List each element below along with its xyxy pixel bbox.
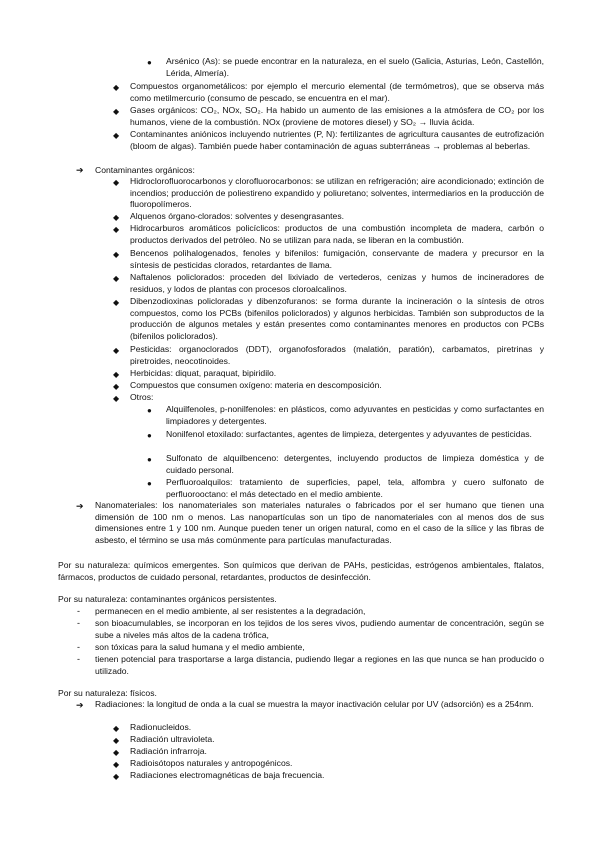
- bullet-diamond: ◆: [113, 225, 120, 234]
- dash-marker: -: [77, 642, 80, 652]
- bullet-diamond: ◆: [113, 370, 120, 379]
- org-item: Herbicidas: diquat, paraquat, bipiridilo.: [130, 368, 277, 378]
- fisicos-item: Radiación ultravioleta.: [130, 734, 215, 744]
- bullet-diamond: ◆: [113, 724, 120, 733]
- bullet-diamond: ◆: [113, 178, 120, 187]
- org-item: Otros:: [130, 392, 154, 402]
- dash-marker: -: [77, 654, 80, 664]
- bullet-diamond: ◆: [113, 748, 120, 757]
- arrow-icon: ➔: [76, 501, 84, 511]
- bullet-dot: ●: [147, 455, 152, 464]
- bullet-dot: ●: [147, 58, 152, 67]
- org-item: Pesticidas: organoclorados (DDT), organofosforados (malatión, paratión), carbamatos, piretrinas y piretroides, neocotinoides.: [130, 344, 544, 366]
- fisicos-item: Radioisótopos naturales y antropogénicos.: [130, 758, 293, 768]
- anionicos-text: Contaminantes aniónicos incluyendo nutrientes (P, N): fertilizantes de agricultura causantes de eutrofización (bloom de algas). También puede haber contaminación de aguas subterráneas → problemas al beberlas.: [130, 129, 544, 151]
- bullet-dot: ●: [147, 479, 152, 488]
- bullet-diamond: ◆: [113, 83, 120, 92]
- otros-item: Nonilfenol etoxilado: surfactantes, agentes de limpieza, detergentes y adyuvantes de pesticidas.: [166, 429, 532, 439]
- bullet-diamond: ◆: [113, 250, 120, 259]
- arrow-icon: ➔: [76, 700, 84, 710]
- emergentes-paragraph: Por su naturaleza: químicos emergentes. Son químicos que derivan de PAHs, pesticidas, estrógenos ambientales, ftalatos, fármacos, productos de cuidado personal, retardantes, productos de desinfección.: [58, 560, 544, 582]
- gases-organicos-text: Gases orgánicos: CO₂, NOx, SO₂. Ha habido un aumento de las emisiones a la atmósfera de CO₂ por los humanos, viene de la combustión. NOx (proviene de motores diesel) y SO₂ → lluvia ácida.: [130, 105, 544, 127]
- org-item: Hidroclorofluorocarbonos y clorofluorocarbonos: se utilizan en refrigeración; aire acondicionado; extinción de incendios; producción de poliestireno expandido y poliuretano; solventes, intermediarios en la producción de fluoropolímeros.: [130, 176, 544, 210]
- bullet-diamond: ◆: [113, 213, 120, 222]
- bullet-diamond: ◆: [113, 394, 120, 403]
- radiaciones-text: Radiaciones: la longitud de onda a la cual se muestra la mayor inactivación celular por UV (adsorción) es a 254nm.: [95, 699, 534, 709]
- organicos-title: Contaminantes orgánicos:: [95, 165, 195, 175]
- persistentes-item: tienen potencial para trasportarse a larga distancia, pudiendo llegar a regiones en las que nunca se han producido o utilizado.: [95, 654, 544, 676]
- otros-item: Sulfonato de alquilbenceno: detergentes, incluyendo productos de limpieza doméstica y de cuidado personal.: [166, 453, 544, 475]
- bullet-dot: ●: [147, 431, 152, 440]
- otros-item: Perfluoroalquilos: tratamiento de superficies, papel, tela, alfombra y cuero sulfonato de perfluorooctano: el más detectado en el medio ambiente.: [166, 477, 544, 499]
- org-item: Dibenzodioxinas policloradas y dibenzofuranos: se forma durante la incineración o la síntesis de otros compuestos, como los PCBs (bifenilos policlorados) y algunos herbicidas. También son subproductos de la producción de algunos metales y están presentes como contaminantes menores en productos con PCBs (bifenilos policlorados).: [130, 296, 544, 341]
- fisicos-item: Radionucleidos.: [130, 722, 192, 732]
- bullet-dot: ●: [147, 406, 152, 415]
- dash-marker: -: [77, 606, 80, 616]
- org-item: Hidrocarburos aromáticos policíclicos: productos de una combustión incompleta de madera, carbón o productos derivados del petróleo. No se utilizan para nada, se liberan en la combustión.: [130, 223, 544, 245]
- bullet-diamond: ◆: [113, 382, 120, 391]
- fisicos-item: Radiaciones electromagnéticas de baja frecuencia.: [130, 770, 325, 780]
- bullet-diamond: ◆: [113, 736, 120, 745]
- fisicos-item: Radiación infrarroja.: [130, 746, 207, 756]
- fisicos-title: Por su naturaleza: físicos.: [58, 688, 157, 698]
- bullet-diamond: ◆: [113, 760, 120, 769]
- nanomateriales-text: Nanomateriales: los nanomateriales son materiales naturales o fabricados por el ser humano que tienen una dimensión de 100 nm o menos. Las nanopartículas son un tipo de nanomateriales con al menos dos de sus dimensiones entre 1 y 100 nm. Aunque pueden tener un origen natural, como en el caso de la sílice y las fibras de asbesto, el término se usa más comúnmente para partículas manufacturadas.: [95, 500, 544, 545]
- org-item: Naftalenos policlorados: proceden del lixiviado de vertederos, cenizas y humos de incineradores de residuos, y lodos de plantas con procesos cloroalcalinos.: [130, 272, 544, 294]
- bullet-diamond: ◆: [113, 298, 120, 307]
- persistentes-item: permanecen en el medio ambiente, al ser resistentes a la degradación,: [95, 606, 366, 616]
- persistentes-item: son bioacumulables, se incorporan en los tejidos de los seres vivos, pudiendo aumentar de concentración, según se sube a niveles más altos de la cadena trófica,: [95, 618, 544, 640]
- bullet-diamond: ◆: [113, 131, 120, 140]
- persistentes-item: son tóxicas para la salud humana y el medio ambiente,: [95, 642, 305, 652]
- otros-item: Alquilfenoles, p-nonilfenoles: en plásticos, como adyuvantes en pesticidas y como surfactantes en limpiadores y detergentes.: [166, 404, 544, 426]
- bullet-diamond: ◆: [113, 772, 120, 781]
- bullet-diamond: ◆: [113, 346, 120, 355]
- bullet-diamond: ◆: [113, 107, 120, 116]
- org-item: Bencenos polihalogenados, fenoles y bifenilos: fumigación, conservante de madera y precursor en la síntesis de pesticidas clorados, retardantes de llama.: [130, 248, 544, 270]
- dash-marker: -: [77, 618, 80, 628]
- org-item: Alquenos órgano-clorados: solventes y desengrasantes.: [130, 211, 345, 221]
- org-item: Compuestos que consumen oxígeno: materia en descomposición.: [130, 380, 382, 390]
- bullet-diamond: ◆: [113, 274, 120, 283]
- persistentes-title: Por su naturaleza: contaminantes orgánicos persistentes.: [58, 594, 277, 604]
- organometalicos-text: Compuestos organometálicos: por ejemplo el mercurio elemental (de termómetros), que se observa más como metilmercurio (consumo de pescado, se encuentra en el mar).: [130, 81, 544, 103]
- arrow-icon: ➔: [76, 165, 84, 175]
- arsenico-text: Arsénico (As): se puede encontrar en la naturaleza, en el suelo (Galicia, Asturias, León, Castellón, Lérida, Almería).: [166, 56, 544, 78]
